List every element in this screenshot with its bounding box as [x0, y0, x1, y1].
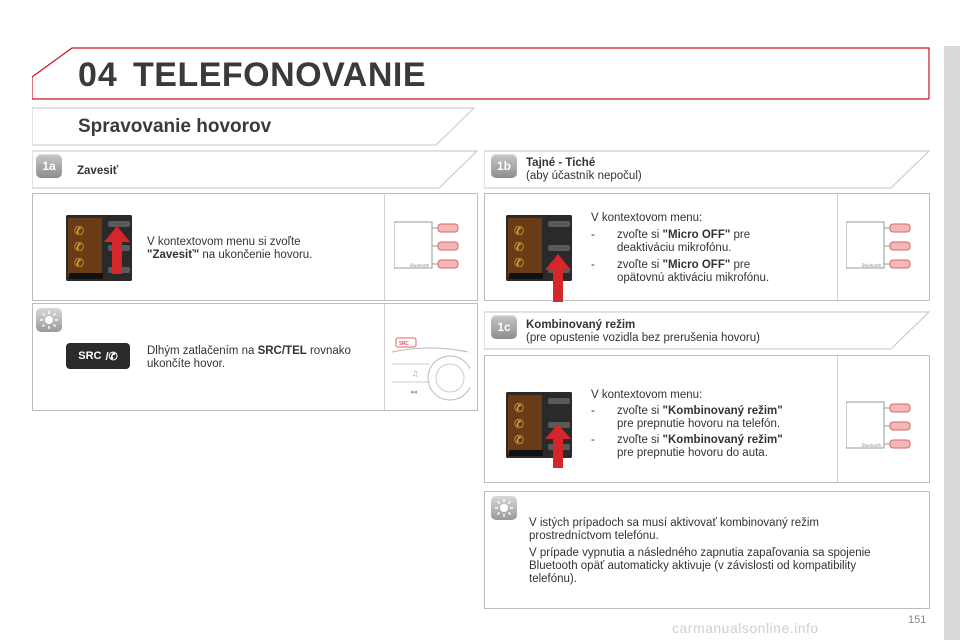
badge-1a: 1a [36, 154, 62, 178]
svg-text:✆: ✆ [514, 401, 525, 415]
intro-1b: V kontextovom menu: [591, 212, 703, 224]
tip-text-1: V istých prípadoch sa musí aktivovať kombinovaný režim prostredníctvom telefónu. [529, 517, 820, 542]
badge-1b: 1b [491, 154, 517, 178]
watermark: carmanualsonline.info [672, 620, 819, 636]
svg-text:✆: ✆ [74, 256, 85, 270]
svg-text:Bluetooth: Bluetooth [410, 263, 430, 268]
badge-1c: 1c [491, 315, 517, 339]
svg-text:✆: ✆ [74, 224, 85, 238]
lightbulb-icon [491, 496, 517, 520]
svg-text:Bluetooth: Bluetooth [862, 263, 882, 268]
text-src: Dlhým zatlačením na SRC/TEL rovnako ukončíte hovor. [147, 345, 351, 370]
bullet-1b-2: - zvoľte si "Micro OFF" pre opätovnú aktiváciu mikrofónu. [591, 259, 770, 284]
page-edge-band [944, 46, 960, 640]
display-buttons-1a-icon [394, 218, 464, 275]
arrow-up-icon [104, 226, 130, 279]
title-1c: Kombinovaný režim [526, 319, 636, 331]
svg-text:Bluetooth: Bluetooth [862, 443, 882, 448]
svg-text:✆: ✆ [514, 417, 525, 431]
title-1a: Zavesiť [77, 165, 119, 177]
svg-text:✆: ✆ [514, 240, 525, 254]
subtitle-1b: (aby účastník nepočul) [526, 170, 642, 182]
bullet-1b-1: - zvoľte si "Micro OFF" pre deaktiváciu mikrofónu. [591, 229, 751, 254]
svg-text:◂◂: ◂◂ [410, 388, 418, 396]
radio-src-label: SRC [399, 341, 409, 347]
chapter-number: 04 [78, 56, 118, 94]
tip-text-2: V prípade vypnutia a následného zapnutia zapaľovania sa spojenie Bluetooth opäť automaticky aktivuje (v závislosti od kompatibility telefónu). [529, 547, 871, 585]
text-1a: V kontextovom menu si zvoľte "Zavesiť" na ukončenie hovoru. [147, 236, 313, 261]
display-buttons-1b-icon [846, 218, 916, 275]
subtitle-1c: (pre opustenie vozidla bez prerušenia hovoru) [526, 332, 760, 344]
display-buttons-1c-icon [846, 398, 916, 455]
svg-text:✆: ✆ [514, 433, 525, 447]
svg-text:✆: ✆ [514, 256, 525, 270]
title-1b: Tajné - Tiché [526, 157, 596, 169]
src-button-icon: SRC /✆ [66, 343, 130, 369]
section-title: Spravovanie hovorov [78, 116, 272, 137]
page-number: 151 [908, 614, 927, 626]
bullet-1c-1: - zvoľte si "Kombinovaný režim" pre prepnutie hovoru na telefón. [591, 405, 783, 430]
svg-text:✆: ✆ [74, 240, 85, 254]
radio-panel-icon [390, 330, 470, 411]
bullet-1c-2: - zvoľte si "Kombinovaný režim" pre prepnutie hovoru do auta. [591, 434, 783, 459]
arrow-up-icon [545, 424, 571, 473]
svg-text:✆: ✆ [514, 224, 525, 238]
svg-text:♫: ♫ [412, 370, 419, 378]
arrow-up-icon [545, 254, 571, 307]
intro-1c: V kontextovom menu: [591, 389, 703, 401]
chapter-title: TELEFONOVANIE [133, 56, 426, 94]
lightbulb-icon [36, 308, 62, 332]
